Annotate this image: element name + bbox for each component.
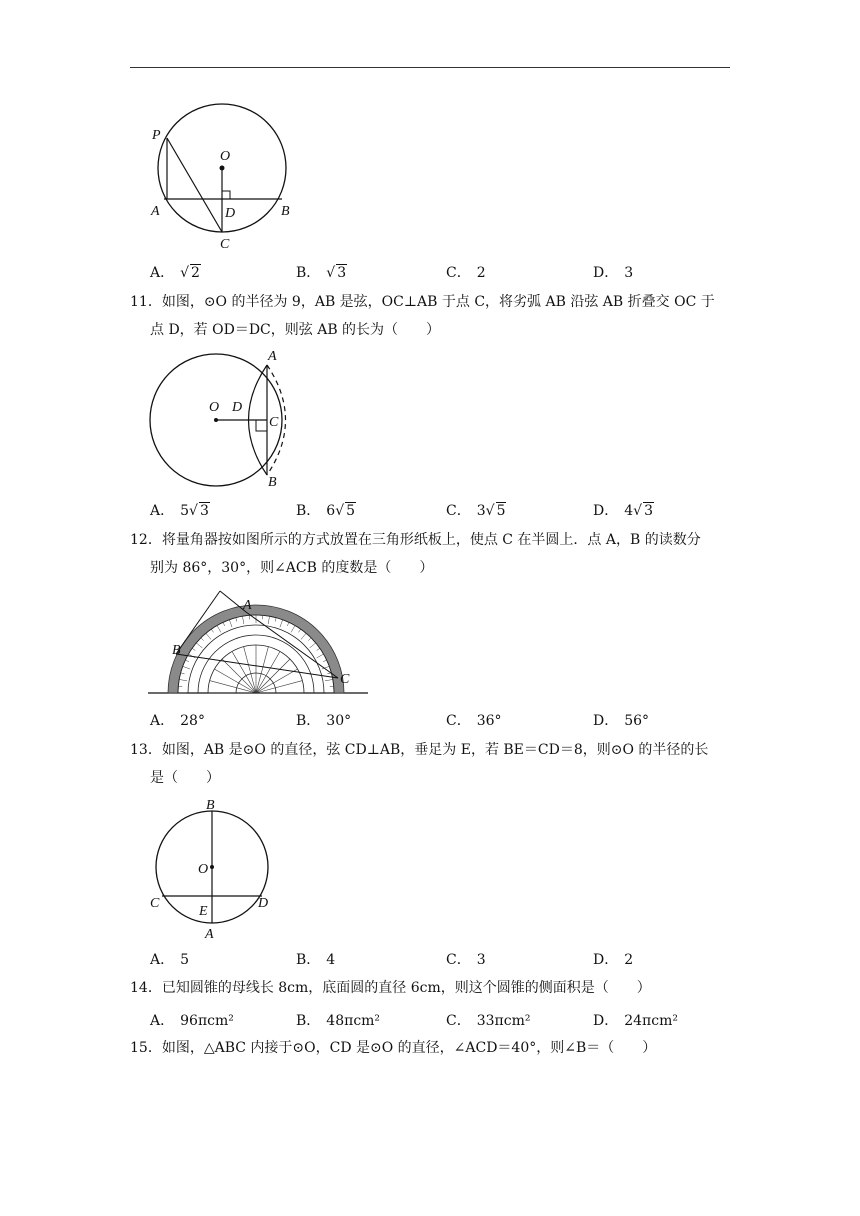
q10-label-o: O	[220, 149, 231, 164]
q11-stem	[130, 288, 740, 344]
protractor-tick	[196, 643, 202, 648]
q13-label-d: D	[258, 896, 269, 911]
protractor-tick	[325, 679, 333, 680]
q13-label-o: O	[198, 862, 209, 877]
protractor-tick	[317, 654, 324, 658]
q13-line1: 13．如图，AB 是⊙O 的直径，弦 CD⊥AB，垂足为 E，若 BE＝CD＝8，则⊙O 的半径的长	[130, 742, 709, 758]
q11-option-c[interactable]: C． 3√ 5	[446, 503, 506, 519]
q11-label-d: D	[232, 400, 243, 415]
q12-option-b[interactable]: B． 30°	[296, 713, 352, 729]
protractor-tick	[287, 622, 289, 626]
protractor-tick	[211, 629, 213, 632]
q13-options	[150, 949, 750, 971]
q10-label-a: A	[151, 204, 160, 219]
q12-stem	[130, 526, 740, 582]
q13-option-d[interactable]: D． 2	[593, 952, 634, 968]
q10-label-c: C	[220, 237, 230, 252]
protractor-tick	[183, 666, 191, 669]
q15-stem	[130, 1034, 740, 1062]
q14-option-b[interactable]: B． 48πcm²	[296, 1013, 381, 1029]
q13-label-a: A	[205, 927, 214, 942]
protractor-tick	[301, 633, 306, 639]
q12-option-c[interactable]: C． 36°	[446, 713, 502, 729]
protractor-tick	[185, 660, 189, 662]
q10-option-c[interactable]: C． 2	[446, 265, 486, 281]
q13-line2: 是（ ）	[150, 770, 220, 786]
q14-options	[150, 1010, 750, 1032]
protractor-tick	[310, 643, 316, 648]
protractor-tick	[223, 622, 225, 626]
q11-label-c: C	[269, 415, 279, 430]
q11-label-a: A	[268, 349, 277, 364]
q12-label-c: C	[340, 672, 350, 687]
q10-label-b: B	[281, 204, 290, 219]
protractor-tick	[291, 625, 295, 632]
q13-label-c: C	[150, 896, 160, 911]
q14-line1: 14．已知圆锥的母线长 8cm，底面圆的直径 6cm，则这个圆锥的侧面积是（ ）	[130, 980, 651, 996]
q13-figure	[145, 795, 275, 945]
q11-line1: 11．如图，⊙O 的半径为 9，AB 是弦，OC⊥AB 于点 C，将劣弧 AB 沿弦 AB 折叠交 OC 于	[130, 294, 715, 310]
protractor-tick	[323, 660, 327, 662]
protractor-tick	[280, 620, 283, 628]
q14-option-d[interactable]: D． 24πcm²	[593, 1013, 678, 1029]
protractor-tick	[317, 648, 320, 650]
q14-stem	[130, 974, 740, 1002]
q13-option-c[interactable]: C． 3	[446, 952, 486, 968]
q11-option-a[interactable]: A． 5√ 3	[150, 503, 209, 519]
protractor-tick	[206, 633, 211, 639]
protractor-tick	[298, 629, 300, 632]
q13-option-a[interactable]: A． 5	[150, 952, 190, 968]
q12-figure	[148, 586, 368, 701]
q10-figure	[140, 98, 300, 253]
protractor-tick	[179, 679, 187, 680]
q10-label-d: D	[225, 206, 236, 221]
q15-line1: 15．如图，△ABC 内接于⊙O，CD 是⊙O 的直径，∠ACD＝40°，则∠B＝（ ）	[130, 1040, 657, 1056]
protractor-tick	[217, 625, 221, 632]
q12-line1: 12．将量角器按如图所示的方式放置在三角形纸板上，使点 C 在半圆上．点 A，B 的读数分	[130, 532, 701, 548]
q10-option-b[interactable]: B． √ 3	[296, 265, 347, 281]
protractor-tick	[268, 616, 269, 624]
q12-line2: 别为 86°，30°，则∠ACB 的度数是（ ）	[150, 560, 434, 576]
protractor-tick	[181, 673, 185, 674]
q12-label-a: A	[243, 598, 252, 613]
q13-stem	[130, 736, 740, 792]
protractor-tick	[229, 620, 232, 628]
q11-label-b: B	[268, 475, 277, 490]
q10-label-p: P	[152, 128, 161, 143]
q14-option-a[interactable]: A． 96πcm²	[150, 1013, 234, 1029]
protractor-tick	[201, 638, 204, 641]
q12-option-d[interactable]: D． 56°	[593, 713, 650, 729]
q10-option-d[interactable]: D． 3	[593, 265, 634, 281]
protractor-tick	[275, 618, 276, 622]
protractor-tick	[308, 638, 311, 641]
q10-options	[150, 262, 750, 284]
q11-option-d[interactable]: D． 4√ 3	[593, 503, 653, 519]
q13-label-b: B	[206, 798, 215, 813]
q10-option-a[interactable]: A． √ 2	[150, 265, 200, 281]
q12-option-a[interactable]: A． 28°	[150, 713, 205, 729]
header-rule	[130, 67, 730, 68]
q13-label-e: E	[199, 904, 208, 919]
q11-option-b[interactable]: B． 6√ 5	[296, 503, 356, 519]
q11-label-o: O	[209, 400, 220, 415]
protractor-tick	[236, 618, 237, 622]
protractor-tick	[242, 616, 243, 624]
q12-label-b: B	[172, 643, 181, 658]
q11-line2: 点 D，若 OD＝DC，则弦 AB 的长为（ ）	[150, 322, 441, 338]
q14-option-c[interactable]: C． 33πcm²	[446, 1013, 531, 1029]
protractor-tick	[192, 648, 195, 650]
q13-option-b[interactable]: B． 4	[296, 952, 336, 968]
q12-options	[150, 710, 750, 732]
q11-options	[150, 500, 750, 522]
q11-figure	[148, 345, 298, 490]
